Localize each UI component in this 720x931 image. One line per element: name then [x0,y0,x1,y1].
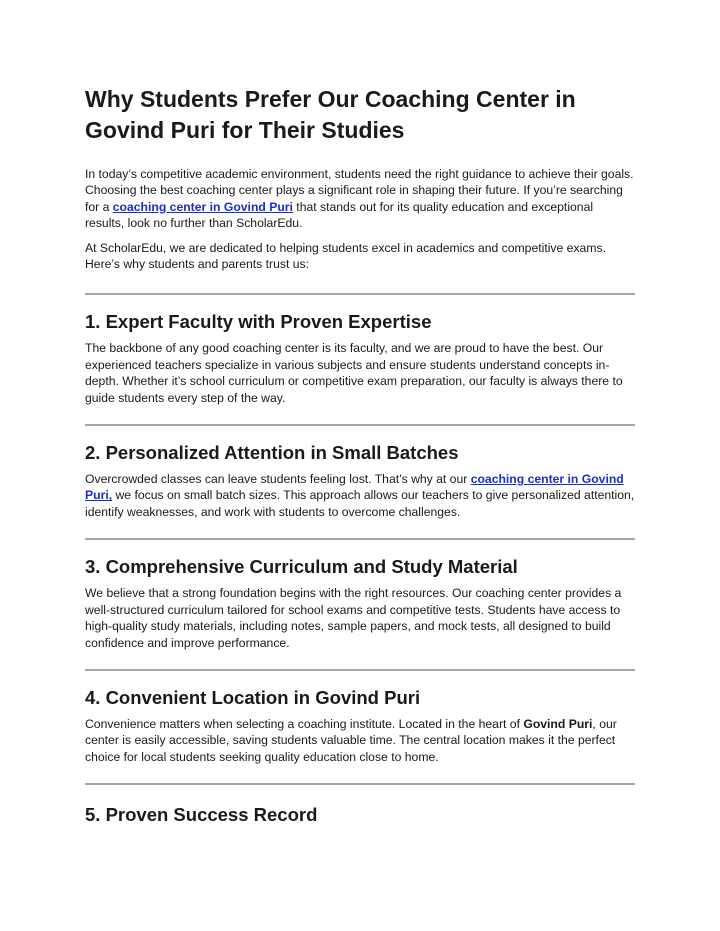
intro-text-end: that stands out for its quality education and exceptional results, look no further than ScholarEdu. [85,199,594,231]
section-text-4 [85,716,635,765]
divider [85,669,635,671]
section-2-text-end: we focus on small batch sizes. This approach allows our teachers to give personalized attention, identify weaknesses, and work with students to overcome challenges. [85,488,635,519]
coaching-center-link-2[interactable]: coaching center in Govind Puri, [85,472,624,503]
section-heading-5: 5. Proven Success Record [85,804,318,826]
divider [85,293,635,295]
section-text-3: We believe that a strong foundation begins with the right resources. Our coaching center provides a well-structured curriculum tailored for school exams and competitive tests. Students have access to high-quality study materials, including notes, sample papers, and mock tests, all designed to build confidence and improve performance. [85,586,622,650]
section-heading-4: 4. Convenient Location in Govind Puri [85,686,421,708]
section-4-text-start: Convenience matters when selecting a coaching institute. Located in the heart of [85,716,524,731]
divider [85,538,635,540]
document-page [85,84,635,827]
section-text-1: The backbone of any good coaching center is its faculty, and we are proud to have the best. Our experienced teachers specialize in various subjects and ensure students understand concepts in-depth. Whether it’s school curriculum or competitive exam preparation, our faculty is always there to guide students every step of the way. [85,341,623,405]
section-text-2 [85,471,635,520]
section-heading-2: 2. Personalized Attention in Small Batches [85,442,459,464]
coaching-center-link[interactable]: coaching center in Govind Puri [112,199,293,214]
section-2-text-start: Overcrowded classes can leave students feeling lost. That’s why at our [85,472,471,487]
location-name: Govind Puri [523,716,593,731]
intro-paragraph [85,166,635,232]
intro-text-start: In today’s competitive academic environment, students need the right guidance to achieve their goals. Choosing the best coaching center plays a significant role in shaping their future. If you’re searching for a [85,167,634,214]
divider [85,424,635,426]
section-heading-1: 1. Expert Faculty with Proven Expertise [85,311,432,333]
page-title: Why Students Prefer Our Coaching Center in Govind Puri for Their Studies [85,86,576,143]
divider [85,783,635,785]
section-heading-3: 3. Comprehensive Curriculum and Study Material [85,556,518,578]
section-4-text-end: , our center is easily accessible, saving students valuable time. The central location makes it the perfect choice for local students seeking quality education close to home. [85,716,617,764]
intro-paragraph-2: At ScholarEdu, we are dedicated to helping students excel in academics and competitive exams. Here’s why students and parents trust us: [85,240,606,272]
